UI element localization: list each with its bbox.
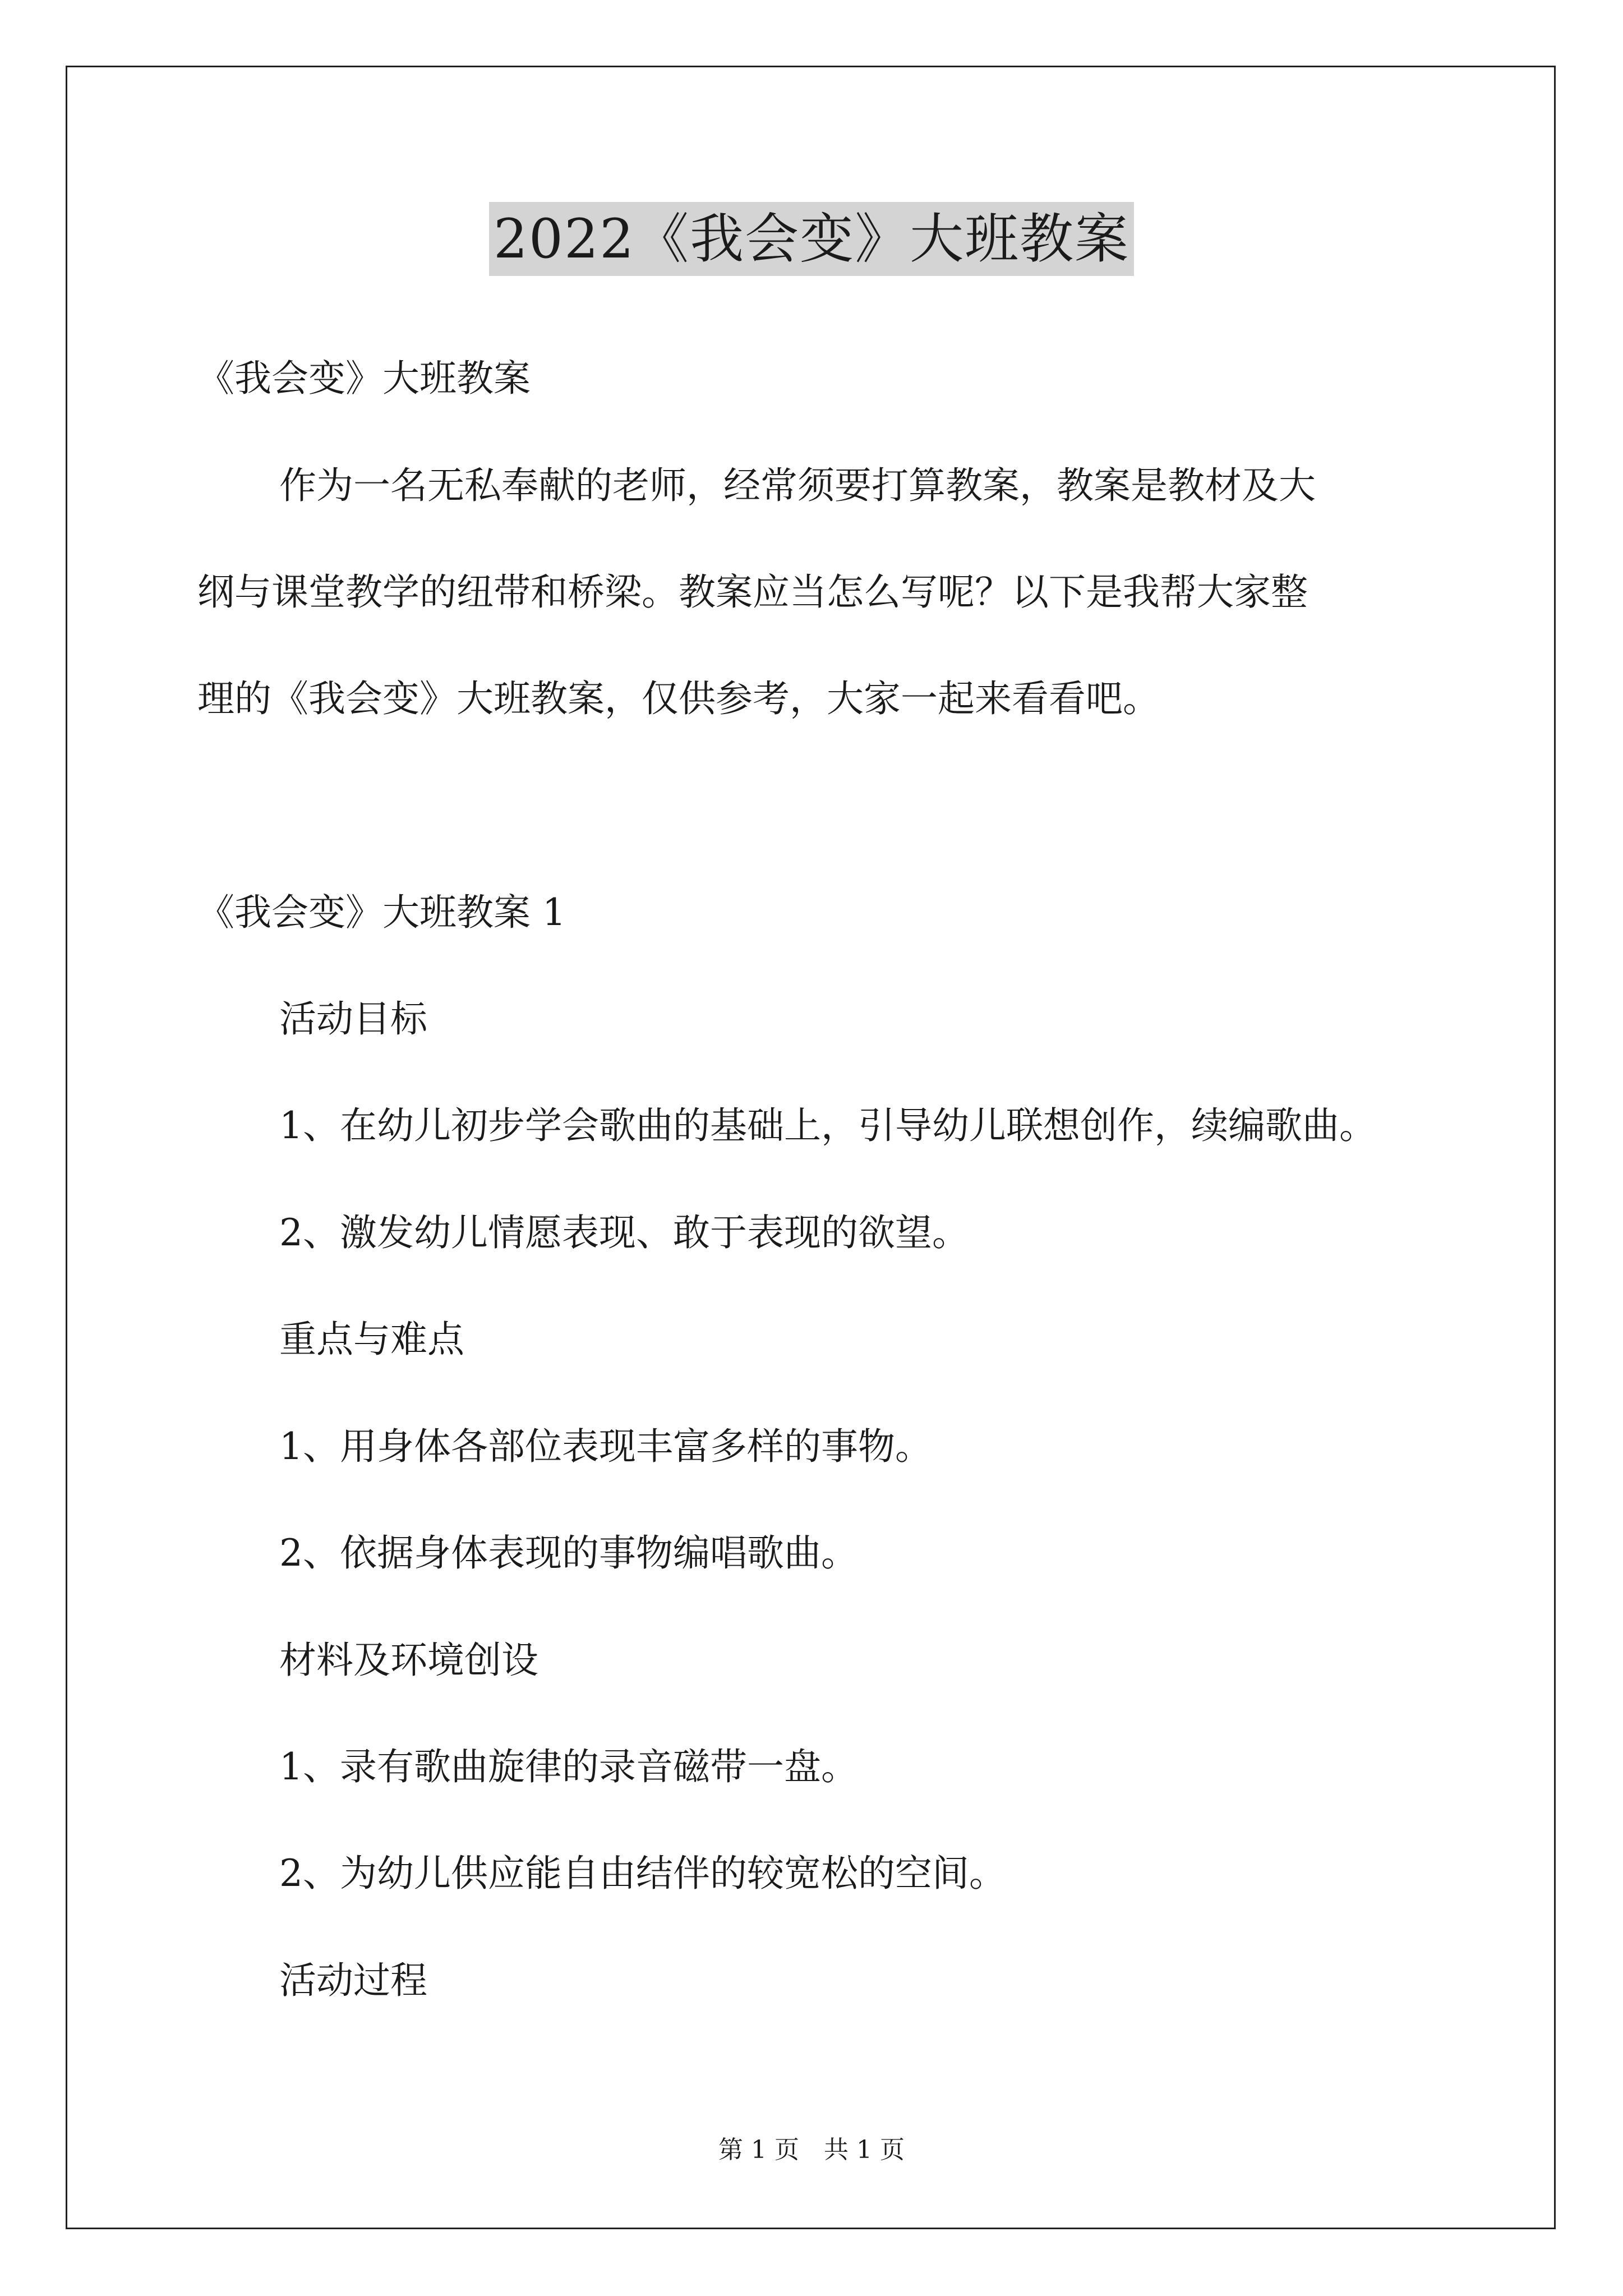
key-point-2: 2、依据身体表现的事物编唱歌曲。 (279, 1531, 858, 1575)
goal-item-2: 2、激发幼儿情愿表现、敢于表现的欲望。 (279, 1211, 969, 1254)
intro-line-1: 作为一名无私奉献的老师，经常须要打算教案，教案是教材及大 (279, 464, 1316, 507)
material-item-2: 2、为幼儿供应能自由结伴的较宽松的空间。 (279, 1852, 1006, 1895)
material-item-1: 1、录有歌曲旋律的录音磁带一盘。 (279, 1745, 858, 1788)
heading-activity-process: 活动过程 (279, 1959, 427, 2002)
heading-activity-goals: 活动目标 (279, 997, 427, 1041)
heading-key-points: 重点与难点 (279, 1318, 464, 1361)
document-title: 2022《我会变》大班教案 (489, 202, 1134, 276)
page-footer: 第 1 页 共 1 页 (718, 2136, 905, 2164)
intro-line-3: 理的《我会变》大班教案，仅供参考，大家一起来看看吧。 (197, 677, 1160, 720)
subtitle: 《我会变》大班教案 (197, 357, 531, 400)
goal-item-1: 1、在幼儿初步学会歌曲的基础上，引导幼儿联想创作，续编歌曲。 (279, 1104, 1376, 1147)
title-container (0, 202, 1623, 276)
key-point-1: 1、用身体各部位表现丰富多样的事物。 (279, 1425, 932, 1468)
heading-materials: 材料及环境创设 (279, 1639, 538, 1682)
intro-line-2: 纲与课堂教学的纽带和桥梁。教案应当怎么写呢？以下是我帮大家整 (197, 570, 1308, 614)
section-title: 《我会变》大班教案 1 (197, 891, 566, 934)
